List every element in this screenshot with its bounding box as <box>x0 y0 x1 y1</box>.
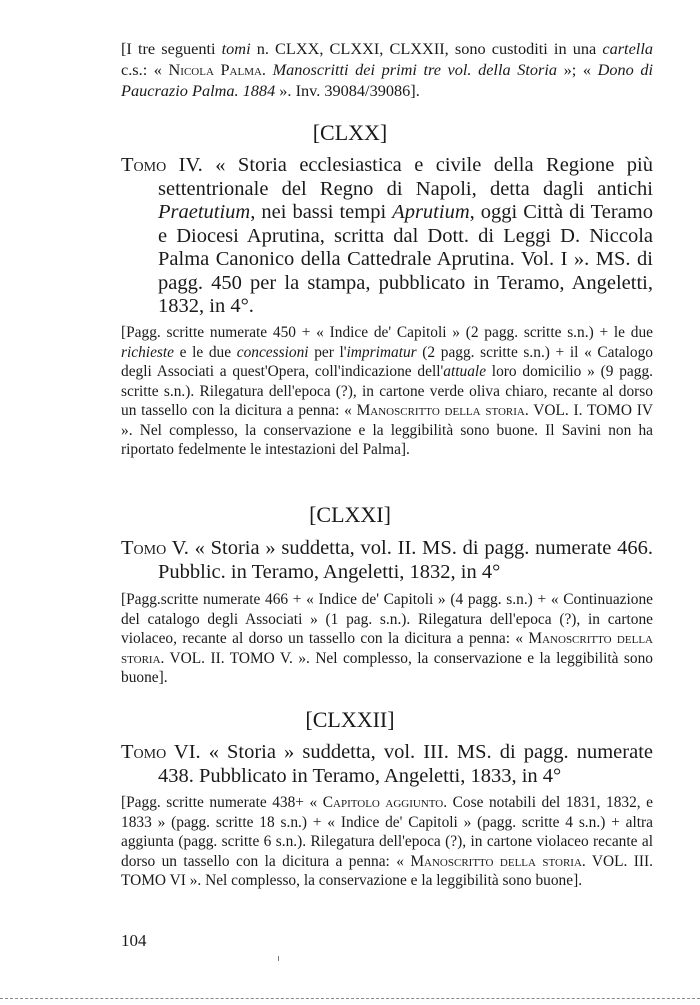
entry-number-heading: [CLXX] <box>312 120 388 145</box>
note-text: [Pagg.scritte numerate 466 + « Indice de' Capitoli » (4 pagg. s.n.) + « Continuazione del catalogo degli Associati » (1 pag. s.n.). Rilegatura dell'epoca (?), in cartone violaceo, recante al dorso un tassello con la dicitura a penna: « <box>121 591 653 647</box>
intro-text: [I tre seguenti <box>121 39 222 58</box>
intro-text: . <box>261 60 273 79</box>
note-text: . VOL. III. TOMO VI ». Nel complesso, la conservazione e la leggibilità sono buone]. <box>121 852 653 889</box>
note-text: . VOL. I. TOMO IV ». Nel complesso, la conservazione e la leggibilità sono buone. Il Savini non ha riportato fedelmente le intestazioni del Palma]. <box>121 402 653 458</box>
entry-title-text: IV. « Storia ecclesiastica e civile della Regione più settentrionale del Regno di Napoli, detta dagli antichi <box>158 154 653 200</box>
note-smallcaps: Capitolo aggiunto <box>322 794 444 811</box>
page-number: 104 <box>121 931 147 950</box>
entry-title-text: , oggi Città di Teramo e Diocesi Aprutina, scritta dal Dott. di Leggi D. Niccola Palma Canonico della Cattedrale Aprutina. Vol. I ». MS. di pagg. 450 per la stampa, pubblicato in Teramo, Angeletti, 1832, in 4°. <box>158 201 653 317</box>
note-text: [Pagg. scritte numerate 438+ « <box>121 794 323 811</box>
entry-title-text: VI. « Storia » suddetta, vol. III. MS. di pagg. numerate 438. Pubblicato in Teramo, Angeletti, 1833, in 4° <box>158 741 653 787</box>
entry-title <box>121 154 653 319</box>
note-smallcaps: Manoscritto della storia <box>121 630 653 667</box>
entry-number-heading: [CLXXII] <box>305 707 395 732</box>
scan-edge-rule <box>0 998 700 999</box>
scan-speck <box>278 956 279 961</box>
tomo-label: Tomo <box>121 154 167 176</box>
tomo-label: Tomo <box>121 741 167 763</box>
intro-paragraph <box>121 38 653 101</box>
note-text: (2 pagg. scritte s.n.) + il « Catalogo degli Associati a quest'Opera, coll'indicazione dell' <box>121 343 653 380</box>
note-italic: richieste <box>121 343 174 361</box>
intro-italic: tomi <box>221 39 251 58</box>
intro-text: »; « <box>557 60 598 79</box>
entry-description <box>121 793 653 891</box>
note-text: . Cose notabili del 1831, 1832, e 1833 » (pagg. scritte 18 s.n.) + « Indice de' Capitoli » (pagg. scritte 4 s.n.) + altra aggiunta (pagg. scritte 6 s.n.). Rilegatura dell'epoca (?), in cartone violaceo recante al dorso un tassello con la dicitura a penna: « <box>121 794 653 870</box>
intro-italic: cartella <box>602 39 653 58</box>
entry-title-text: V. « Storia » suddetta, vol. II. MS. di pagg. numerate 466. Pubblic. in Teramo, Angeletti, 1832, in 4° <box>158 537 653 583</box>
intro-text: ». Inv. 39084/39086]. <box>275 81 420 100</box>
tomo-label: Tomo <box>121 537 167 559</box>
entry-title-italic: Aprutium <box>392 201 470 223</box>
note-text: [Pagg. scritte numerate 450 + « Indice de' Capitoli » (2 pagg. scritte s.n.) + le due <box>121 324 653 341</box>
note-text: e le due <box>174 343 237 361</box>
note-smallcaps: Manoscritto della storia <box>356 402 525 419</box>
intro-italic: Manoscritti dei primi tre vol. della Storia <box>272 60 558 79</box>
entry-title <box>121 741 653 788</box>
entry-title <box>121 537 653 584</box>
intro-text: c.s.: « <box>121 60 169 79</box>
note-text: . VOL. II. TOMO V. ». Nel complesso, la conservazione e la leggibilità sono buone]. <box>121 649 653 686</box>
intro-italic: Dono di Paucrazio Palma. 1884 <box>121 60 653 100</box>
intro-text: n. CLXX, CLXXI, CLXXII, sono custoditi in una <box>250 39 603 58</box>
note-text: loro domicilio » (9 pagg. scritte s.n.). Rilegatura dell'epoca (?), in cartone verde oliva chiaro, recante al dorso un tassello con la dicitura a penna: « <box>121 363 653 419</box>
note-italic: imprimatur <box>346 343 417 361</box>
note-italic: attuale <box>443 363 487 380</box>
entry-description <box>121 323 653 460</box>
entry-number-heading: [CLXXI] <box>309 502 391 527</box>
note-text: per l' <box>308 343 347 361</box>
entry-description <box>121 590 653 688</box>
entry-title-italic: Praetutium <box>158 201 251 223</box>
intro-author-smallcaps: Nicola Palma <box>168 60 262 79</box>
note-smallcaps: Manoscritto della storia <box>410 852 582 870</box>
entry-title-text: , nei bassi tempi <box>250 201 393 223</box>
note-italic: concessioni <box>236 343 309 361</box>
